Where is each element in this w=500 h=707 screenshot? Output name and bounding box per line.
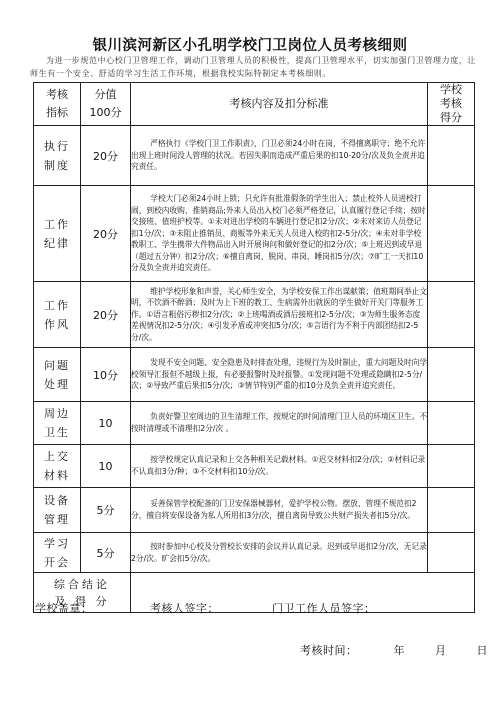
row-school-score[interactable] [428, 533, 475, 573]
row-points: 5分 [81, 533, 131, 573]
row-content: 按学校规定认真记录和上交各种相关记载材料。①迟交材料扣2分/次；②材料记录不认真扣3分/种；③不交材料扣10分/次。 [131, 445, 428, 488]
row-content: 按时参加中心校及分管校长安排的会议并认真记录。迟到或早退扣2分/次，无记录2分/次。旷会扣5分/次。 [131, 533, 428, 573]
row-school-score[interactable] [428, 282, 475, 348]
row-points: 5分 [81, 488, 131, 533]
table-row [34, 186, 475, 282]
row-content: 维护学校形象和声誉，关心师生安全，为学校安保工作出谋献策；值班期间举止文明，不饮酒不醉酒；及时为上下班的教工、生病需外出就医的学生做好开关门等服务工作。①语言粗俗污秽扣2分/次；②上班喝酒或酒后接班扣2-5分/次；③为师生服务态度差视情况扣2-5分/次；④引发矛盾或冲突扣5分/次；⑤言语行为不利于内部团结扣2-5分/次。 [131, 282, 428, 348]
header-points: 分值 100分 [81, 83, 131, 126]
row-indicator: 执行 制度 [34, 126, 81, 186]
row-indicator: 学习 开会 [34, 533, 81, 573]
row-points: 20分 [81, 126, 131, 186]
row-points: 10 [81, 445, 131, 488]
summary-label: 综合结论 及 得 分 [34, 573, 131, 613]
assessment-table [33, 82, 475, 613]
document-intro: 为进一步规范中心校门卫管理工作，调动门卫管理人员的积极性，提高门卫管理水平，切实加强门卫管理力度，让师生有一个安全、舒适的学习生活工作环境，根据我校实际特制定本考核细则。 [30, 56, 476, 78]
row-points: 20分 [81, 186, 131, 282]
summary-row [34, 573, 475, 613]
row-indicator: 工作 纪律 [34, 186, 81, 282]
row-indicator: 上交 材料 [34, 445, 81, 488]
date-month: 月 [435, 644, 447, 657]
row-content: 负责好警卫室周边的卫生清理工作，按规定的时间清理门卫人员的环境区卫生。不按时清理或不清理扣2分/次 。 [131, 402, 428, 445]
table-row [34, 126, 475, 186]
assessment-date [300, 642, 488, 658]
row-content: 学校大门必须24小时上锁；只允许有批准假条的学生出入；禁止校外人员进校打闹，到校内收购、推销商品;外来人员出入校门必须严格登记，认真履行登记手续；按时交接班、值班护校等。①未对进出学校的车辆进行登记扣2分/次；②未对来访人员登记扣1分/次；③未阻止推销员、商贩等外来无关人员进入校的扣2-5分/次；④未对非学校教职工、学生携带大件物品出入时开展询问和做好登记的扣2分/次；⑤上班迟到或早退（超过五分钟）扣2分/次；⑥擅自离岗、脱岗、串岗、睡岗扣5分/次；⑦旷工一天扣10分及负全责并追究责任。 [131, 186, 428, 282]
row-points: 10 [81, 402, 131, 445]
table-row [34, 488, 475, 533]
table-header-row [34, 83, 475, 126]
row-school-score[interactable] [428, 402, 475, 445]
row-points: 10分 [81, 348, 131, 402]
row-points: 20分 [81, 282, 131, 348]
school-seal-label: 学校盖章： [35, 602, 93, 615]
header-school-score: 学校 考核 得分 [428, 83, 475, 126]
row-indicator: 问题 处理 [34, 348, 81, 402]
table-row [34, 533, 475, 573]
header-content: 考核内容及扣分标准 [131, 83, 428, 126]
row-school-score[interactable] [428, 126, 475, 186]
table-row [34, 282, 475, 348]
row-content: 严格执行《学校门卫工作职责》，门卫必须24小时在岗，不得擅离职守；绝不允许出现上班时间没人管理的状况。若因失职而造成严重后果的扣10-20分/次及负全责并追究责任。 [131, 126, 428, 186]
row-school-score[interactable] [428, 186, 475, 282]
row-content: 发现不安全问题、安全隐患及时排查处理，违规行为及时制止，重大问题及时向学校领导汇报但不越级上报，有必要报警时及时报警。①发现问题不处理或隐瞒扣2-5分/次；②导致严重后果扣5分/次；③情节特别严重的扣10分及负全责并追究责任。 [131, 348, 428, 402]
date-year: 年 [393, 644, 405, 657]
table-row [34, 445, 475, 488]
table-row [34, 402, 475, 445]
row-school-score[interactable] [428, 348, 475, 402]
date-label: 考核时间： [300, 644, 358, 657]
staff-signature-label: 门卫工作人员签字： [272, 602, 376, 615]
table-row [34, 348, 475, 402]
date-day: 日 [476, 644, 488, 657]
assessor-signature-label: 考核人签字： [150, 602, 219, 615]
row-content: 妥善保管学校配备的门卫安保器械器材，爱护学校公物。摆放、管理不规范扣2分，擅自将安保设备为私人所用扣3分/次，擅自离岗导致公共财产损失者扣5分/次。 [131, 488, 428, 533]
row-indicator: 工作 作风 [34, 282, 81, 348]
document-title: 银川滨河新区小孔明学校门卫岗位人员考核细则 [92, 38, 408, 54]
row-school-score[interactable] [428, 488, 475, 533]
header-indicator: 考核 指标 [34, 83, 81, 126]
row-indicator: 周边 卫生 [34, 402, 81, 445]
row-school-score[interactable] [428, 445, 475, 488]
row-indicator: 设备 管理 [34, 488, 81, 533]
